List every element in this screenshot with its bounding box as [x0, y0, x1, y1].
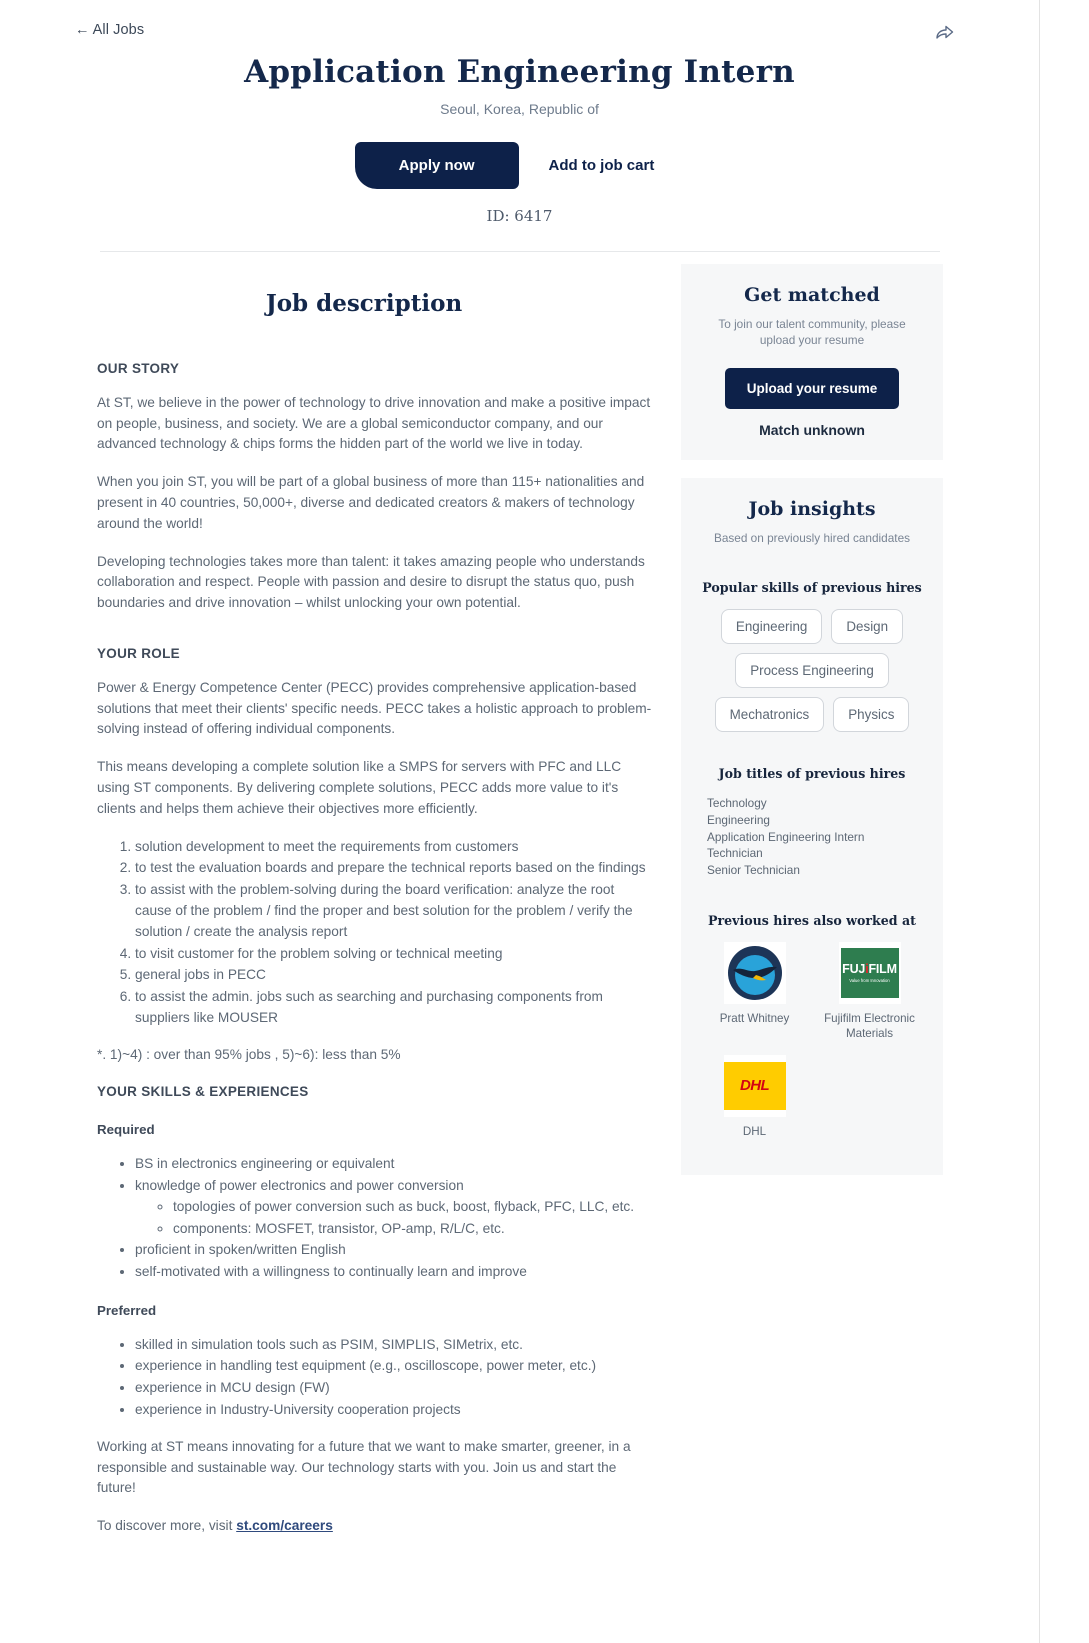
skill-tag[interactable]: Design: [831, 609, 903, 644]
content-columns: [0, 252, 1039, 1554]
list-item: • experience in Industry-University cooperation projects: [135, 1400, 653, 1421]
company-item: [697, 1055, 812, 1139]
list-item: ◦ components: MOSFET, transistor, OP-amp, R/L/C, etc.: [173, 1219, 653, 1240]
pratt-whitney-logo-icon: [724, 942, 786, 1004]
job-location: Seoul, Korea, Republic of: [440, 101, 599, 117]
apply-now-button[interactable]: Apply now: [355, 142, 519, 189]
page-title: Application Engineering Intern: [244, 54, 795, 90]
careers-link[interactable]: st.com/careers: [236, 1518, 333, 1534]
company-name: Pratt Whitney: [719, 1011, 790, 1025]
our-story-paragraph: Developing technologies takes more than talent: it takes amazing people who understands collaboration and respect. People with passion and desire to disrupt the status quo, push boundaries and drive innovation – whilst unlocking your own potential.: [97, 553, 645, 611]
role-note: *. 1)~4) : over than 95% jobs , 5)~6): less than 5%: [97, 1046, 401, 1062]
get-matched-title: Get matched: [744, 284, 880, 306]
get-matched-subtitle: To join our talent community, please upload your resume: [718, 317, 906, 347]
add-to-job-cart-button[interactable]: Add to job cart: [519, 142, 685, 189]
list-item: • self-motivated with a willingness to continually learn and improve: [135, 1262, 653, 1283]
page-scrollbar[interactable]: [1040, 0, 1089, 1643]
popular-skills-tags: [697, 609, 927, 732]
back-to-all-jobs-link[interactable]: [75, 22, 144, 38]
list-item: 1. solution development to meet the requirements from customers: [135, 837, 653, 858]
skills-heading: YOUR SKILLS & EXPERIENCES: [97, 1083, 309, 1099]
job-insights-title: Job insights: [748, 498, 876, 520]
company-item: [812, 942, 927, 1041]
list-item: Technician: [707, 846, 763, 861]
skill-tag[interactable]: Process Engineering: [735, 653, 889, 688]
discover-more-prefix: To discover more, visit: [97, 1518, 237, 1534]
preferred-heading: Preferred: [97, 1302, 157, 1318]
discover-more-paragraph: [97, 1516, 653, 1537]
list-item: 5. general jobs in PECC: [135, 965, 653, 986]
popular-skills-heading: Popular skills of previous hires: [702, 580, 922, 595]
skill-tag[interactable]: Physics: [833, 697, 909, 732]
job-insights-subtitle: Based on previously hired candidates: [713, 531, 911, 545]
skill-tag[interactable]: Mechatronics: [715, 697, 825, 732]
previous-companies-grid: [697, 942, 927, 1153]
list-item: ◦ topologies of power conversion such as buck, boost, flyback, PFC, LLC, etc.: [173, 1197, 653, 1218]
list-item: Application Engineering Intern: [707, 829, 865, 844]
job-description-body: [75, 359, 653, 1537]
fujifilm-wordmark-part1: FUJ: [842, 961, 866, 976]
company-item: [697, 942, 812, 1041]
our-story-heading: OUR STORY: [97, 361, 180, 376]
list-item: • proficient in spoken/written English: [135, 1240, 653, 1261]
list-item: • experience in MCU design (FW): [135, 1378, 653, 1399]
job-insights-card: [681, 478, 943, 1175]
your-role-paragraph: Power & Energy Competence Center (PECC) provides comprehensive application-based solutions that meet their clients' specific needs. PECC takes a holistic approach to problem-solving instead of offering individual components.: [97, 679, 652, 737]
closing-paragraph: Working at ST means innovating for a future that we want to make smarter, greener, in a responsible and sustainable way. Our technology starts with you. Join us and start the future!: [97, 1438, 631, 1496]
list-item: Engineering: [707, 812, 770, 827]
get-matched-card: [681, 264, 943, 460]
list-item: Senior Technician: [707, 863, 800, 878]
list-item: Technology: [707, 796, 767, 810]
back-to-all-jobs-label: All Jobs: [92, 22, 145, 38]
job-description-title: Job description: [265, 290, 463, 317]
fujifilm-wordmark-accent: i: [865, 961, 869, 976]
list-item: • skilled in simulation tools such as PSIM, SIMPLIS, SIMetrix, etc.: [135, 1335, 653, 1356]
list-item: 3. to assist with the problem-solving during the board verification: analyze the root cause of the problem / find the proper and best solution for the problem / verify the solution / create the analysis report: [135, 880, 653, 942]
list-item: • BS in electronics engineering or equivalent: [135, 1154, 653, 1175]
top-bar: [0, 0, 1039, 48]
our-story-paragraph: At ST, we believe in the power of technology to drive innovation and make a positive impact on people, business, and society. We are a global semiconductor company, and our advanced technology & chips forms the hidden part of the world we live in today.: [97, 394, 651, 452]
dhl-logo-icon: [724, 1055, 786, 1117]
your-role-paragraph: This means developing a complete solution like a SMPS for servers with PFC and LLC using ST components. By delivering complete solutions, PECC adds more value to it's clients and helps them achieve their objectives more efficiently.: [97, 759, 622, 816]
required-sublist: [135, 1197, 653, 1240]
fujifilm-tagline: Value from Innovation: [849, 977, 890, 983]
fujifilm-wordmark-part2: FILM: [868, 961, 897, 976]
dhl-wordmark: DHL: [739, 1077, 770, 1095]
cta-row: [0, 142, 1039, 189]
required-list: [97, 1154, 653, 1283]
sidebar-column: [681, 252, 943, 1175]
left-arrow-icon: ←: [75, 22, 90, 38]
job-titles-heading: Job titles of previous hires: [718, 766, 906, 781]
your-role-heading: YOUR ROLE: [97, 645, 180, 661]
list-item-label: knowledge of power electronics and power conversion: [135, 1177, 464, 1193]
match-status-badge: Match unknown: [759, 422, 865, 438]
job-description-column: [75, 252, 653, 1554]
job-titles-list: [707, 795, 927, 879]
role-tasks-list: [97, 837, 653, 1029]
share-icon[interactable]: [933, 20, 957, 44]
our-story-paragraph: When you join ST, you will be part of a global business of more than 115+ nationalities and present in 40 countries, 50,000+, diverse and dedicated creators & makers of technology around the world!: [97, 474, 645, 531]
list-item: • experience in handling test equipment (e.g., oscilloscope, power meter, etc.): [135, 1356, 653, 1377]
list-item: 2. to test the evaluation boards and prepare the technical reports based on the findings: [135, 858, 653, 879]
list-item: [135, 1176, 653, 1239]
list-item: 4. to visit customer for the problem solving or technical meeting: [135, 944, 653, 965]
fujifilm-logo-icon: [839, 942, 901, 1004]
required-heading: Required: [97, 1122, 155, 1138]
company-name: DHL: [742, 1124, 767, 1138]
previous-companies-heading: Previous hires also worked at: [708, 912, 916, 928]
upload-resume-button[interactable]: Upload your resume: [725, 368, 900, 409]
job-id: ID: 6417: [486, 207, 553, 225]
company-name: Fujifilm Electronic Materials: [824, 1011, 915, 1040]
list-item: 6. to assist the admin. jobs such as searching and purchasing components from suppliers like MOUSER: [135, 987, 653, 1029]
skill-tag[interactable]: Engineering: [721, 609, 822, 644]
preferred-list: [97, 1335, 653, 1421]
